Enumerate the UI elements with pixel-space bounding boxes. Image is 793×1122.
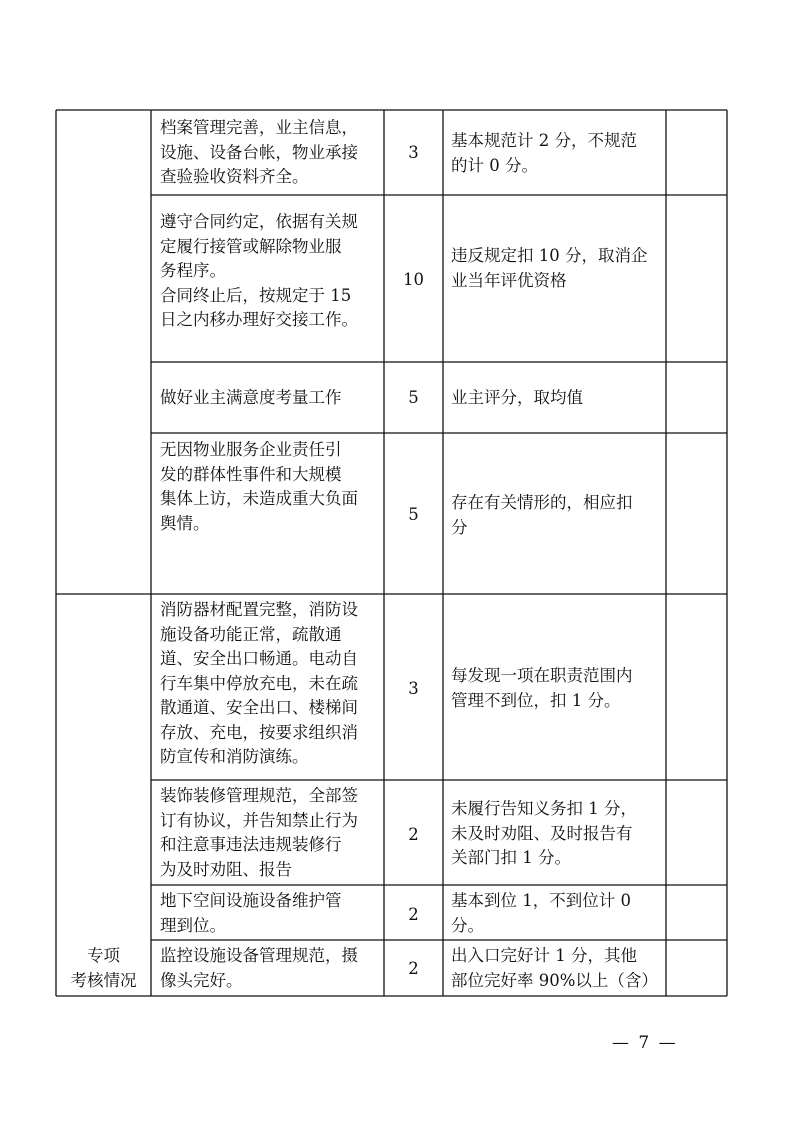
row-content [160,944,358,993]
content-line: 地下空间设施设备维护管 [160,891,342,910]
row-score: 2 [408,959,419,978]
content-line: 行车集中停放充电，未在疏 [160,673,358,693]
content-line: 舆情。 [160,513,210,533]
criteria-line: 业当年评优资格 [451,270,567,290]
criteria-line: 未履行告知义务扣 1 分， [451,799,637,818]
row-score: 2 [408,905,419,924]
content-line: 道、安全出口畅通。电动自 [160,649,358,668]
content-line: 档案管理完善，业主信息， [160,118,358,137]
row-content [160,116,358,190]
row-criteria [451,129,637,178]
criteria-line: 每发现一项在职责范围内 [451,666,633,685]
content-line: 散通道、安全出口、楼梯间 [160,698,358,717]
content-line: 消防器材配置完整，消防设 [160,600,358,619]
row-score: 3 [408,143,419,162]
row-score: 3 [408,679,419,698]
criteria-line: 分。 [451,915,484,935]
criteria-line: 未及时劝阻、及时报告有 [451,823,633,843]
section-label-line: 专项 [87,946,120,965]
content-line: 合同终止后，按规定于 15 [160,285,352,305]
content-line: 集体上访，未造成重大负面 [160,489,358,508]
content-line: 无因物业服务企业责任引 [160,440,342,459]
content-line: 存放、充电，按要求组织消 [160,722,358,742]
row-criteria [451,797,637,871]
row-content [160,784,358,882]
criteria-line: 的计 0 分。 [451,155,538,175]
row-criteria [451,664,633,713]
criteria-line: 业主评分，取均值 [451,388,583,407]
row-score: 5 [408,388,419,407]
criteria-line: 管理不到位，扣 1 分。 [451,690,621,710]
criteria-line: 出入口完好计 1 分，其他 [451,946,637,965]
criteria-line: 存在有关情形的，相应扣 [451,493,633,512]
content-line: 定履行接管或解除物业服 [160,236,342,256]
content-line: 理到位。 [160,915,226,935]
criteria-line: 违反规定扣 10 分，取消企 [451,246,648,265]
content-line: 监控设施设备管理规范，摄 [160,946,358,965]
section-label [56,944,151,993]
row-content [160,210,358,333]
content-line: 防宣传和消防演练。 [160,747,309,766]
content-line: 遵守合同约定，依据有关规 [160,212,358,231]
content-line: 日之内移办理好交接工作。 [160,310,358,329]
criteria-line: 关部门扣 1 分。 [451,848,571,867]
content-line: 做好业主满意度考量工作 [160,388,342,407]
row-score: 5 [408,505,419,524]
row-criteria [451,491,633,540]
content-line: 设施、设备台帐，物业承接 [160,142,358,162]
row-criteria [451,386,583,411]
page-number: — 7 — [612,1033,678,1053]
content-line: 订有协议，并告知禁止行为 [160,810,358,830]
row-criteria [451,244,648,293]
row-content [160,598,358,770]
row-criteria [451,944,658,993]
content-line: 务程序。 [160,261,226,280]
row-score: 10 [403,270,424,289]
row-content [160,889,342,938]
criteria-line: 基本规范计 2 分，不规范 [451,131,637,150]
criteria-line: 基本到位 1，不到位计 0 [451,891,631,910]
content-line: 为及时劝阻、报告 [160,859,292,879]
criteria-line: 部位完好率 90%以上（含） [451,970,658,990]
content-line: 查验验收资料齐全。 [160,167,309,186]
content-line: 和注意事违法违规装修行 [160,835,342,854]
content-line: 施设备功能正常，疏散通 [160,624,342,644]
row-content [160,386,342,411]
section-label-line: 考核情况 [70,970,137,990]
content-line: 装饰装修管理规范，全部签 [160,786,358,805]
row-score: 2 [408,825,419,844]
criteria-line: 分 [451,517,468,537]
content-line: 发的群体性事件和大规模 [160,464,342,484]
row-content [160,438,358,536]
content-line: 像头完好。 [160,970,243,990]
row-criteria [451,889,631,938]
